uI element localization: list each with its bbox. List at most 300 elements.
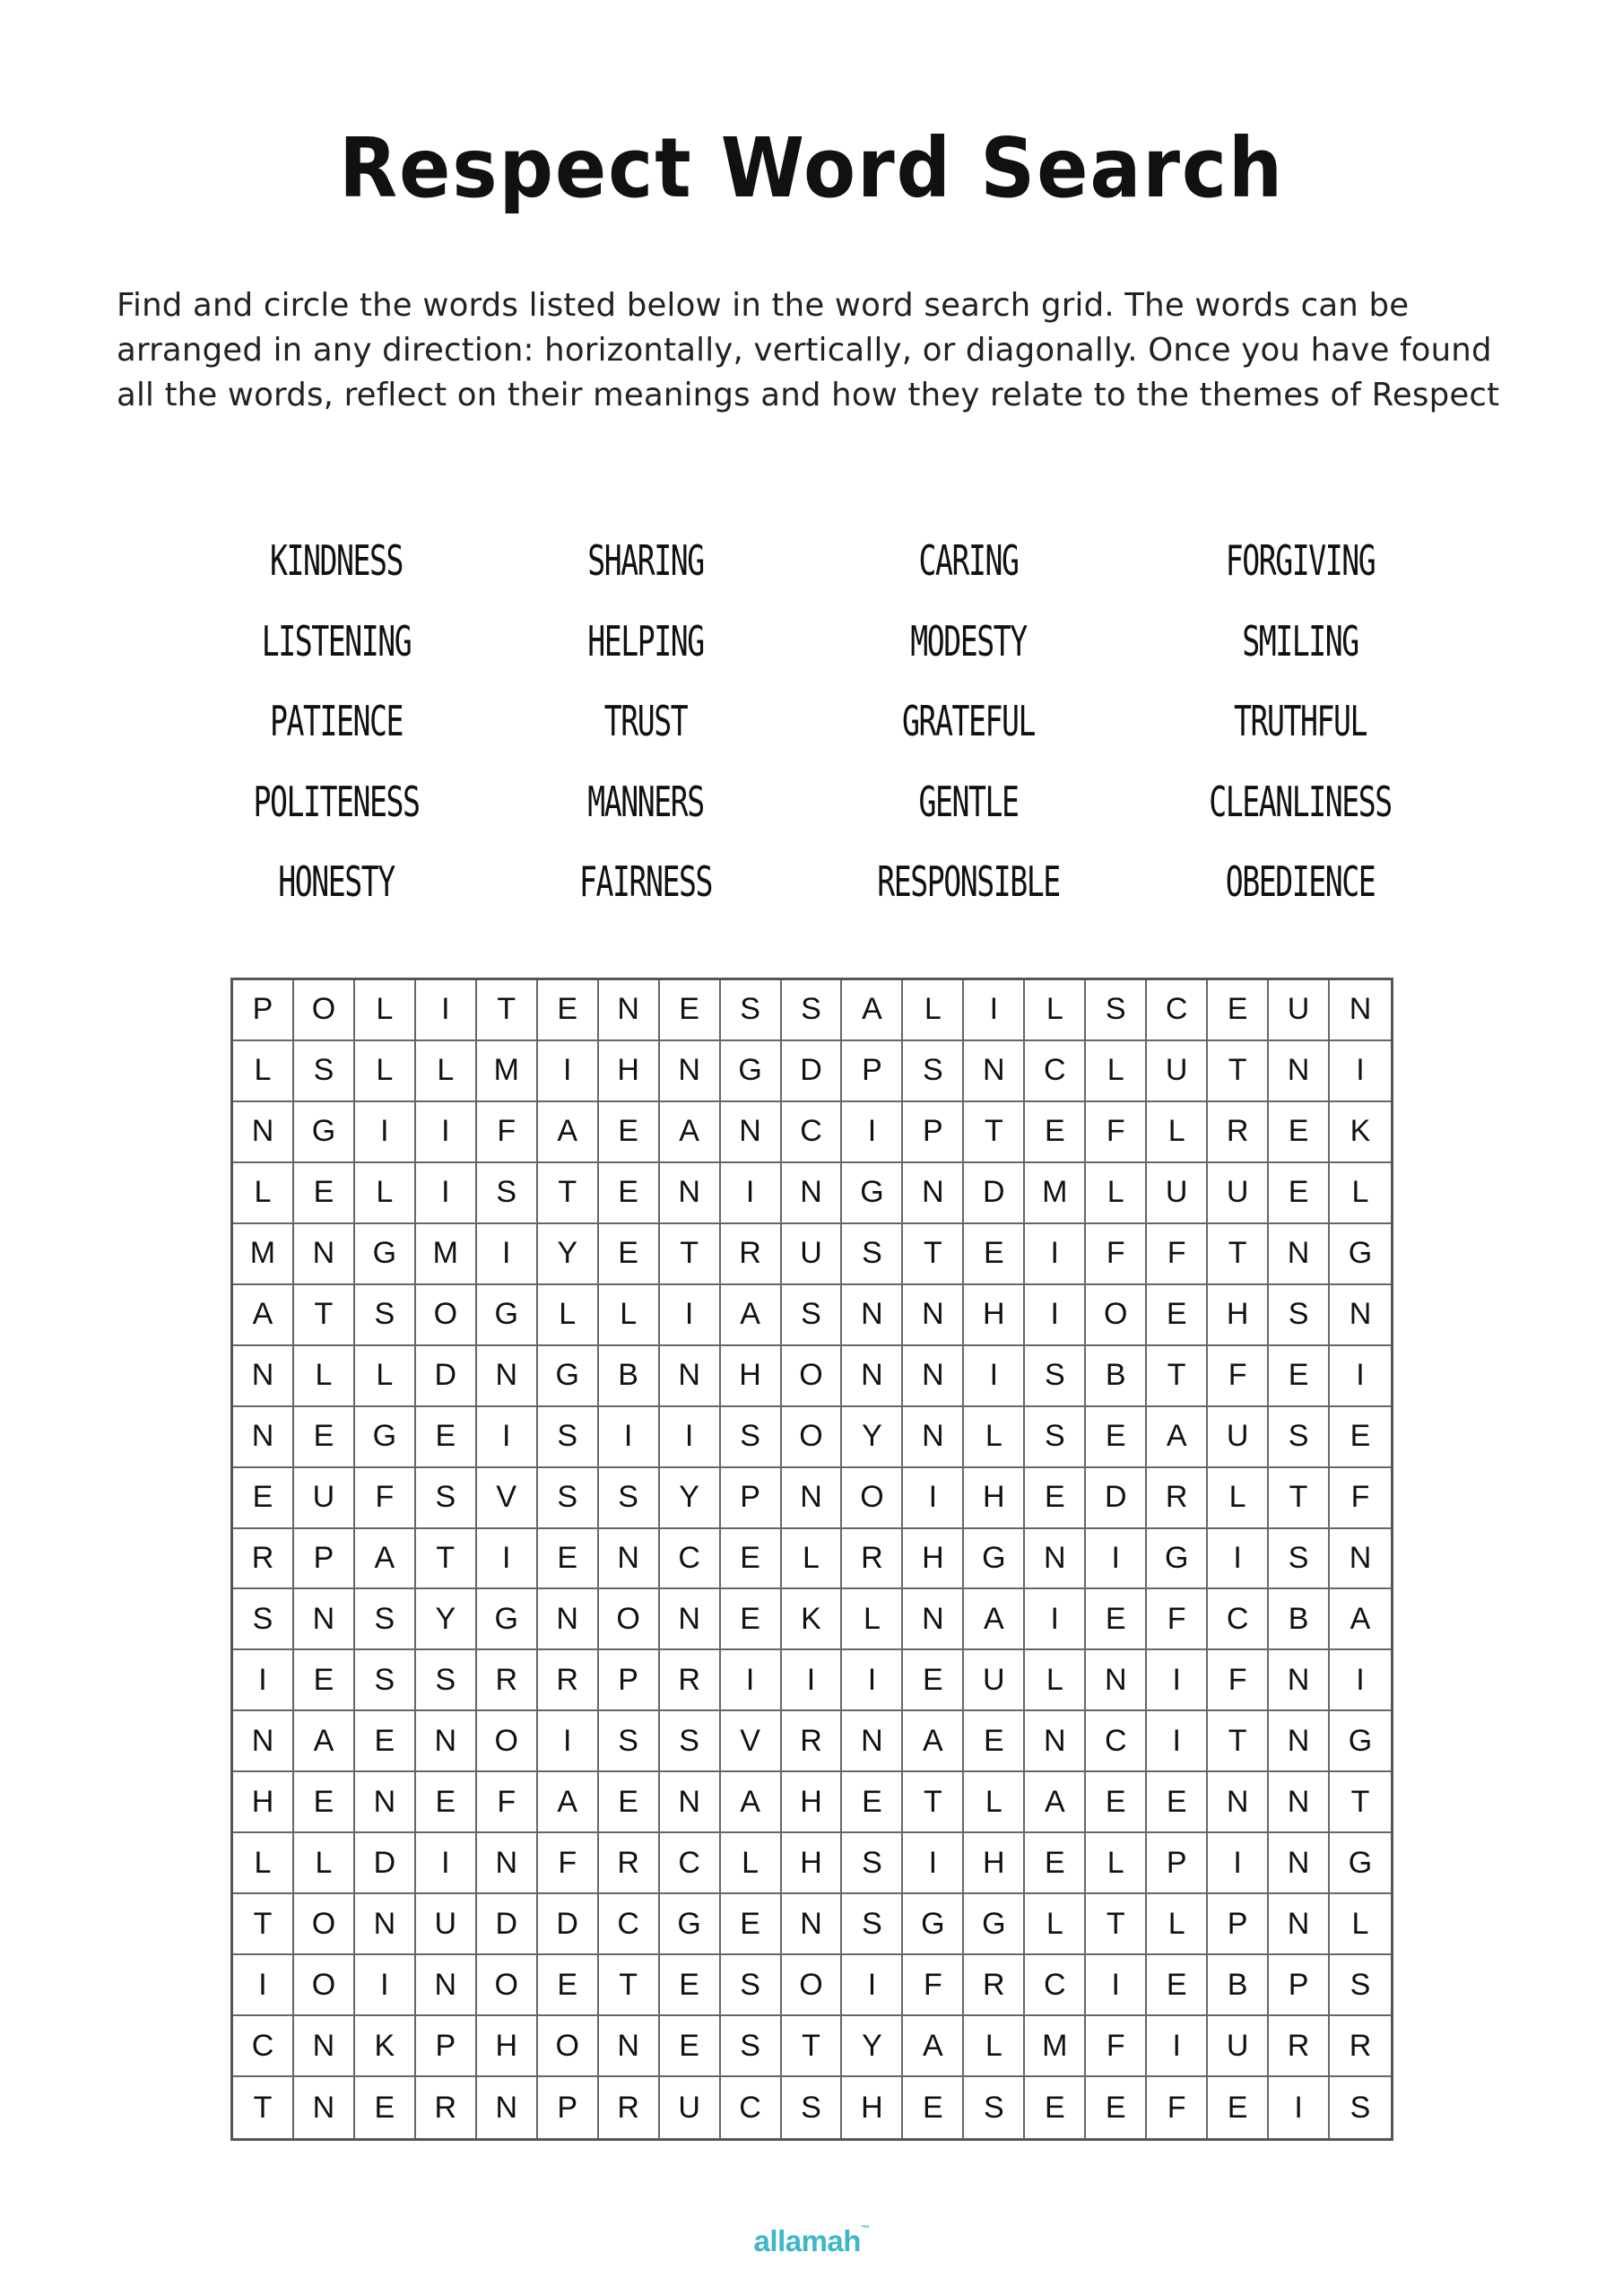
grid-cell[interactable]: S — [842, 1833, 903, 1894]
grid-cell[interactable]: U — [1147, 1163, 1208, 1224]
grid-cell[interactable]: E — [538, 1955, 599, 2016]
grid-cell[interactable]: N — [294, 2016, 355, 2077]
grid-cell[interactable]: L — [782, 1529, 843, 1590]
grid-cell[interactable]: R — [477, 1650, 538, 1711]
grid-cell[interactable]: L — [1025, 980, 1086, 1041]
grid-cell[interactable]: B — [1208, 1955, 1269, 2016]
grid-cell[interactable]: D — [782, 1041, 843, 1102]
grid-cell[interactable]: N — [660, 1346, 721, 1407]
grid-cell[interactable]: H — [964, 1468, 1025, 1529]
grid-cell[interactable]: E — [538, 1529, 599, 1590]
grid-cell[interactable]: F — [1147, 1224, 1208, 1285]
grid-cell[interactable]: F — [355, 1468, 416, 1529]
grid-cell[interactable]: S — [1025, 1346, 1086, 1407]
grid-cell[interactable]: L — [355, 980, 416, 1041]
grid-cell[interactable]: L — [233, 1163, 294, 1224]
grid-cell[interactable]: E — [1025, 2077, 1086, 2138]
grid-cell[interactable]: E — [294, 1650, 355, 1711]
grid-cell[interactable]: I — [660, 1285, 721, 1346]
grid-cell[interactable]: E — [721, 1529, 782, 1590]
grid-cell[interactable]: M — [1025, 2016, 1086, 2077]
grid-cell[interactable]: E — [842, 1772, 903, 1833]
grid-cell[interactable]: I — [842, 1955, 903, 2016]
grid-cell[interactable]: G — [964, 1529, 1025, 1590]
grid-cell[interactable]: N — [903, 1285, 964, 1346]
grid-cell[interactable]: F — [1147, 1589, 1208, 1650]
grid-cell[interactable]: H — [964, 1833, 1025, 1894]
grid-cell[interactable]: R — [964, 1955, 1025, 2016]
grid-cell[interactable]: L — [1330, 1894, 1391, 1955]
grid-cell[interactable]: I — [1025, 1224, 1086, 1285]
grid-cell[interactable]: O — [782, 1346, 843, 1407]
grid-cell[interactable]: N — [782, 1894, 843, 1955]
grid-cell[interactable]: N — [1269, 1833, 1330, 1894]
grid-cell[interactable]: H — [721, 1346, 782, 1407]
grid-cell[interactable]: N — [477, 1346, 538, 1407]
grid-cell[interactable]: S — [1330, 1955, 1391, 2016]
grid-cell[interactable]: O — [538, 2016, 599, 2077]
grid-cell[interactable]: C — [1025, 1041, 1086, 1102]
grid-cell[interactable]: P — [1147, 1833, 1208, 1894]
grid-cell[interactable]: A — [355, 1529, 416, 1590]
grid-cell[interactable]: D — [416, 1346, 477, 1407]
grid-cell[interactable]: U — [416, 1894, 477, 1955]
grid-cell[interactable]: F — [1208, 1650, 1269, 1711]
grid-cell[interactable]: E — [599, 1163, 660, 1224]
grid-cell[interactable]: L — [1147, 1894, 1208, 1955]
grid-cell[interactable]: N — [599, 980, 660, 1041]
grid-cell[interactable]: R — [721, 1224, 782, 1285]
grid-cell[interactable]: U — [964, 1650, 1025, 1711]
grid-cell[interactable]: P — [599, 1650, 660, 1711]
grid-cell[interactable]: N — [233, 1346, 294, 1407]
grid-cell[interactable]: H — [599, 1041, 660, 1102]
grid-cell[interactable]: A — [1025, 1772, 1086, 1833]
grid-cell[interactable]: C — [1025, 1955, 1086, 2016]
grid-cell[interactable]: N — [782, 1163, 843, 1224]
grid-cell[interactable]: P — [1208, 1894, 1269, 1955]
grid-cell[interactable]: N — [233, 1102, 294, 1163]
grid-cell[interactable]: L — [1025, 1650, 1086, 1711]
grid-cell[interactable]: N — [721, 1102, 782, 1163]
grid-cell[interactable]: E — [355, 1711, 416, 1772]
grid-cell[interactable]: I — [1025, 1589, 1086, 1650]
grid-cell[interactable]: E — [355, 2077, 416, 2138]
grid-cell[interactable]: M — [233, 1224, 294, 1285]
grid-cell[interactable]: B — [1086, 1346, 1147, 1407]
grid-cell[interactable]: L — [294, 1346, 355, 1407]
grid-cell[interactable]: A — [842, 980, 903, 1041]
grid-cell[interactable]: H — [1208, 1285, 1269, 1346]
grid-cell[interactable]: T — [1330, 1772, 1391, 1833]
grid-cell[interactable]: S — [1086, 980, 1147, 1041]
grid-cell[interactable]: H — [782, 1833, 843, 1894]
grid-cell[interactable]: N — [1086, 1650, 1147, 1711]
grid-cell[interactable]: I — [416, 1833, 477, 1894]
grid-cell[interactable]: S — [842, 1224, 903, 1285]
grid-cell[interactable]: N — [1269, 1894, 1330, 1955]
grid-cell[interactable]: N — [842, 1346, 903, 1407]
grid-cell[interactable]: D — [1086, 1468, 1147, 1529]
grid-cell[interactable]: N — [660, 1772, 721, 1833]
grid-cell[interactable]: Y — [842, 2016, 903, 2077]
grid-cell[interactable]: N — [903, 1589, 964, 1650]
grid-cell[interactable]: S — [355, 1285, 416, 1346]
grid-cell[interactable]: E — [1025, 1833, 1086, 1894]
grid-cell[interactable]: O — [599, 1589, 660, 1650]
grid-cell[interactable]: E — [416, 1772, 477, 1833]
grid-cell[interactable]: L — [294, 1833, 355, 1894]
grid-cell[interactable]: T — [903, 1772, 964, 1833]
grid-cell[interactable]: S — [355, 1650, 416, 1711]
grid-cell[interactable]: N — [903, 1407, 964, 1468]
grid-cell[interactable]: E — [660, 980, 721, 1041]
grid-cell[interactable]: P — [721, 1468, 782, 1529]
grid-cell[interactable]: N — [1269, 1772, 1330, 1833]
grid-cell[interactable]: L — [1025, 1894, 1086, 1955]
grid-cell[interactable]: L — [964, 2016, 1025, 2077]
grid-cell[interactable]: E — [538, 980, 599, 1041]
grid-cell[interactable]: R — [599, 1833, 660, 1894]
grid-cell[interactable]: C — [1147, 980, 1208, 1041]
grid-cell[interactable]: G — [355, 1224, 416, 1285]
grid-cell[interactable]: R — [416, 2077, 477, 2138]
grid-cell[interactable]: I — [355, 1955, 416, 2016]
grid-cell[interactable]: R — [660, 1650, 721, 1711]
grid-cell[interactable]: R — [1208, 1102, 1269, 1163]
grid-cell[interactable]: D — [964, 1163, 1025, 1224]
grid-cell[interactable]: S — [538, 1468, 599, 1529]
grid-cell[interactable]: E — [903, 2077, 964, 2138]
grid-cell[interactable]: S — [1269, 1285, 1330, 1346]
grid-cell[interactable]: U — [1208, 1407, 1269, 1468]
grid-cell[interactable]: G — [294, 1102, 355, 1163]
grid-cell[interactable]: N — [1025, 1529, 1086, 1590]
grid-cell[interactable]: I — [660, 1407, 721, 1468]
grid-cell[interactable]: E — [1147, 1772, 1208, 1833]
grid-cell[interactable]: T — [964, 1102, 1025, 1163]
grid-cell[interactable]: I — [842, 1650, 903, 1711]
grid-cell[interactable]: P — [294, 1529, 355, 1590]
grid-cell[interactable]: G — [355, 1407, 416, 1468]
grid-cell[interactable]: K — [782, 1589, 843, 1650]
grid-cell[interactable]: L — [1147, 1102, 1208, 1163]
grid-cell[interactable]: L — [538, 1285, 599, 1346]
grid-cell[interactable]: N — [842, 1285, 903, 1346]
grid-cell[interactable]: U — [660, 2077, 721, 2138]
grid-cell[interactable]: N — [1269, 1224, 1330, 1285]
grid-cell[interactable]: E — [1208, 2077, 1269, 2138]
grid-cell[interactable]: E — [1269, 1163, 1330, 1224]
grid-cell[interactable]: U — [782, 1224, 843, 1285]
grid-cell[interactable]: L — [842, 1589, 903, 1650]
grid-cell[interactable]: Y — [842, 1407, 903, 1468]
grid-cell[interactable]: E — [416, 1407, 477, 1468]
grid-cell[interactable]: E — [721, 1894, 782, 1955]
grid-cell[interactable]: C — [660, 1529, 721, 1590]
grid-cell[interactable]: T — [1208, 1041, 1269, 1102]
grid-cell[interactable]: H — [782, 1772, 843, 1833]
grid-cell[interactable]: C — [233, 2016, 294, 2077]
grid-cell[interactable]: C — [1208, 1589, 1269, 1650]
grid-cell[interactable]: A — [903, 2016, 964, 2077]
grid-cell[interactable]: V — [477, 1468, 538, 1529]
grid-cell[interactable]: U — [1269, 980, 1330, 1041]
grid-cell[interactable]: F — [538, 1833, 599, 1894]
grid-cell[interactable]: L — [721, 1833, 782, 1894]
grid-cell[interactable]: A — [903, 1711, 964, 1772]
grid-cell[interactable]: S — [1269, 1529, 1330, 1590]
grid-cell[interactable]: L — [416, 1041, 477, 1102]
grid-cell[interactable]: S — [538, 1407, 599, 1468]
grid-cell[interactable]: I — [1330, 1041, 1391, 1102]
grid-cell[interactable]: F — [1330, 1468, 1391, 1529]
grid-cell[interactable]: E — [1269, 1102, 1330, 1163]
grid-cell[interactable]: E — [1208, 980, 1269, 1041]
grid-cell[interactable]: I — [782, 1650, 843, 1711]
grid-cell[interactable]: G — [477, 1285, 538, 1346]
grid-cell[interactable]: F — [1086, 1102, 1147, 1163]
grid-cell[interactable]: I — [477, 1407, 538, 1468]
grid-cell[interactable]: L — [1086, 1833, 1147, 1894]
grid-cell[interactable]: K — [355, 2016, 416, 2077]
grid-cell[interactable]: N — [1330, 980, 1391, 1041]
grid-cell[interactable]: N — [903, 1163, 964, 1224]
grid-cell[interactable]: I — [1025, 1285, 1086, 1346]
grid-cell[interactable]: I — [964, 980, 1025, 1041]
grid-cell[interactable]: A — [721, 1772, 782, 1833]
grid-cell[interactable]: Y — [660, 1468, 721, 1529]
grid-cell[interactable]: S — [721, 2016, 782, 2077]
grid-cell[interactable]: B — [1269, 1589, 1330, 1650]
grid-cell[interactable]: S — [477, 1163, 538, 1224]
grid-cell[interactable]: L — [903, 980, 964, 1041]
grid-cell[interactable]: E — [903, 1650, 964, 1711]
grid-cell[interactable]: R — [1330, 2016, 1391, 2077]
grid-cell[interactable]: I — [1086, 1955, 1147, 2016]
grid-cell[interactable]: A — [1330, 1589, 1391, 1650]
grid-cell[interactable]: R — [1147, 1468, 1208, 1529]
grid-cell[interactable]: N — [842, 1711, 903, 1772]
grid-cell[interactable]: E — [1025, 1468, 1086, 1529]
grid-cell[interactable]: F — [903, 1955, 964, 2016]
grid-cell[interactable]: N — [660, 1041, 721, 1102]
grid-cell[interactable]: S — [294, 1041, 355, 1102]
grid-cell[interactable]: A — [233, 1285, 294, 1346]
grid-cell[interactable]: S — [782, 1285, 843, 1346]
grid-cell[interactable]: O — [294, 980, 355, 1041]
grid-cell[interactable]: I — [416, 1163, 477, 1224]
grid-cell[interactable]: P — [842, 1041, 903, 1102]
grid-cell[interactable]: S — [842, 1894, 903, 1955]
grid-cell[interactable]: E — [599, 1224, 660, 1285]
grid-cell[interactable]: R — [599, 2077, 660, 2138]
grid-cell[interactable]: F — [1208, 1346, 1269, 1407]
grid-cell[interactable]: P — [538, 2077, 599, 2138]
grid-cell[interactable]: U — [1147, 1041, 1208, 1102]
grid-cell[interactable]: I — [599, 1407, 660, 1468]
grid-cell[interactable]: I — [233, 1955, 294, 2016]
grid-cell[interactable]: C — [1086, 1711, 1147, 1772]
grid-cell[interactable]: T — [660, 1224, 721, 1285]
grid-cell[interactable]: D — [355, 1833, 416, 1894]
grid-cell[interactable]: R — [842, 1529, 903, 1590]
grid-cell[interactable]: S — [1269, 1407, 1330, 1468]
grid-cell[interactable]: E — [1086, 1589, 1147, 1650]
grid-cell[interactable]: L — [355, 1041, 416, 1102]
grid-cell[interactable]: T — [599, 1955, 660, 2016]
grid-cell[interactable]: G — [538, 1346, 599, 1407]
grid-cell[interactable]: S — [233, 1589, 294, 1650]
grid-cell[interactable]: L — [233, 1041, 294, 1102]
grid-cell[interactable]: A — [964, 1589, 1025, 1650]
grid-cell[interactable]: L — [1086, 1041, 1147, 1102]
grid-cell[interactable]: O — [1086, 1285, 1147, 1346]
grid-cell[interactable]: C — [599, 1894, 660, 1955]
grid-cell[interactable]: E — [294, 1407, 355, 1468]
grid-cell[interactable]: N — [355, 1772, 416, 1833]
grid-cell[interactable]: M — [1025, 1163, 1086, 1224]
grid-cell[interactable]: C — [782, 1102, 843, 1163]
grid-cell[interactable]: N — [538, 1589, 599, 1650]
grid-cell[interactable]: F — [477, 1772, 538, 1833]
grid-cell[interactable]: F — [1086, 1224, 1147, 1285]
grid-cell[interactable]: N — [416, 1711, 477, 1772]
grid-cell[interactable]: I — [721, 1163, 782, 1224]
grid-cell[interactable]: N — [1269, 1041, 1330, 1102]
grid-cell[interactable]: G — [1330, 1833, 1391, 1894]
grid-cell[interactable]: H — [964, 1285, 1025, 1346]
grid-cell[interactable]: L — [355, 1163, 416, 1224]
grid-cell[interactable]: H — [233, 1772, 294, 1833]
grid-cell[interactable]: T — [477, 980, 538, 1041]
grid-cell[interactable]: E — [1086, 1407, 1147, 1468]
grid-cell[interactable]: N — [294, 1589, 355, 1650]
grid-cell[interactable]: D — [538, 1894, 599, 1955]
grid-cell[interactable]: N — [964, 1041, 1025, 1102]
grid-cell[interactable]: N — [660, 1589, 721, 1650]
grid-cell[interactable]: U — [294, 1468, 355, 1529]
grid-cell[interactable]: P — [416, 2016, 477, 2077]
grid-cell[interactable]: I — [1330, 1346, 1391, 1407]
grid-cell[interactable]: N — [599, 1529, 660, 1590]
grid-cell[interactable]: N — [1330, 1529, 1391, 1590]
grid-cell[interactable]: S — [1025, 1407, 1086, 1468]
grid-cell[interactable]: S — [355, 1589, 416, 1650]
grid-cell[interactable]: I — [721, 1650, 782, 1711]
grid-cell[interactable]: G — [660, 1894, 721, 1955]
grid-cell[interactable]: T — [416, 1529, 477, 1590]
grid-cell[interactable]: N — [1269, 1650, 1330, 1711]
grid-cell[interactable]: E — [660, 2016, 721, 2077]
grid-cell[interactable]: G — [903, 1894, 964, 1955]
grid-cell[interactable]: G — [842, 1163, 903, 1224]
grid-cell[interactable]: N — [1208, 1772, 1269, 1833]
grid-cell[interactable]: T — [782, 2016, 843, 2077]
grid-cell[interactable]: F — [477, 1102, 538, 1163]
grid-cell[interactable]: P — [903, 1102, 964, 1163]
grid-cell[interactable]: S — [416, 1468, 477, 1529]
grid-cell[interactable]: E — [1086, 2077, 1147, 2138]
grid-cell[interactable]: T — [538, 1163, 599, 1224]
grid-cell[interactable]: L — [964, 1772, 1025, 1833]
grid-cell[interactable]: O — [477, 1955, 538, 2016]
grid-cell[interactable]: N — [294, 1224, 355, 1285]
grid-cell[interactable]: R — [538, 1650, 599, 1711]
grid-cell[interactable]: B — [599, 1346, 660, 1407]
grid-cell[interactable]: S — [782, 2077, 843, 2138]
grid-cell[interactable]: S — [903, 1041, 964, 1102]
grid-cell[interactable]: N — [233, 1711, 294, 1772]
grid-cell[interactable]: N — [903, 1346, 964, 1407]
grid-cell[interactable]: O — [294, 1955, 355, 2016]
grid-cell[interactable]: I — [538, 1711, 599, 1772]
grid-cell[interactable]: H — [477, 2016, 538, 2077]
grid-cell[interactable]: N — [660, 1163, 721, 1224]
grid-cell[interactable]: A — [1147, 1407, 1208, 1468]
grid-cell[interactable]: H — [903, 1529, 964, 1590]
grid-cell[interactable]: E — [233, 1468, 294, 1529]
grid-cell[interactable]: A — [294, 1711, 355, 1772]
grid-cell[interactable]: U — [1208, 1163, 1269, 1224]
grid-cell[interactable]: G — [721, 1041, 782, 1102]
grid-cell[interactable]: I — [416, 980, 477, 1041]
grid-cell[interactable]: N — [599, 2016, 660, 2077]
grid-cell[interactable]: H — [842, 2077, 903, 2138]
grid-cell[interactable]: N — [1269, 1711, 1330, 1772]
grid-cell[interactable]: R — [1269, 2016, 1330, 2077]
grid-cell[interactable]: O — [477, 1711, 538, 1772]
grid-cell[interactable]: E — [660, 1955, 721, 2016]
grid-cell[interactable]: V — [721, 1711, 782, 1772]
grid-cell[interactable]: N — [233, 1407, 294, 1468]
grid-cell[interactable]: I — [1208, 1833, 1269, 1894]
grid-cell[interactable]: O — [294, 1894, 355, 1955]
grid-cell[interactable]: N — [477, 1833, 538, 1894]
grid-cell[interactable]: O — [416, 1285, 477, 1346]
grid-cell[interactable]: I — [1208, 1529, 1269, 1590]
grid-cell[interactable]: E — [1086, 1772, 1147, 1833]
grid-cell[interactable]: G — [964, 1894, 1025, 1955]
grid-cell[interactable]: T — [1208, 1224, 1269, 1285]
grid-cell[interactable]: R — [782, 1711, 843, 1772]
grid-cell[interactable]: I — [355, 1102, 416, 1163]
grid-cell[interactable]: N — [782, 1468, 843, 1529]
grid-cell[interactable]: I — [1086, 1529, 1147, 1590]
grid-cell[interactable]: A — [538, 1102, 599, 1163]
grid-cell[interactable]: G — [1330, 1711, 1391, 1772]
grid-cell[interactable]: I — [842, 1102, 903, 1163]
grid-cell[interactable]: G — [1330, 1224, 1391, 1285]
grid-cell[interactable]: A — [538, 1772, 599, 1833]
grid-cell[interactable]: E — [721, 1589, 782, 1650]
grid-cell[interactable]: I — [477, 1529, 538, 1590]
grid-cell[interactable]: I — [477, 1224, 538, 1285]
grid-cell[interactable]: G — [1147, 1529, 1208, 1590]
grid-cell[interactable]: T — [294, 1285, 355, 1346]
grid-cell[interactable]: S — [721, 980, 782, 1041]
grid-cell[interactable]: S — [721, 1955, 782, 2016]
grid-cell[interactable]: N — [355, 1894, 416, 1955]
grid-cell[interactable]: E — [599, 1772, 660, 1833]
grid-cell[interactable]: E — [1147, 1955, 1208, 2016]
grid-cell[interactable]: T — [1147, 1346, 1208, 1407]
grid-cell[interactable]: I — [233, 1650, 294, 1711]
grid-cell[interactable]: E — [964, 1711, 1025, 1772]
grid-cell[interactable]: M — [477, 1041, 538, 1102]
grid-cell[interactable]: E — [1025, 1102, 1086, 1163]
grid-cell[interactable]: S — [416, 1650, 477, 1711]
